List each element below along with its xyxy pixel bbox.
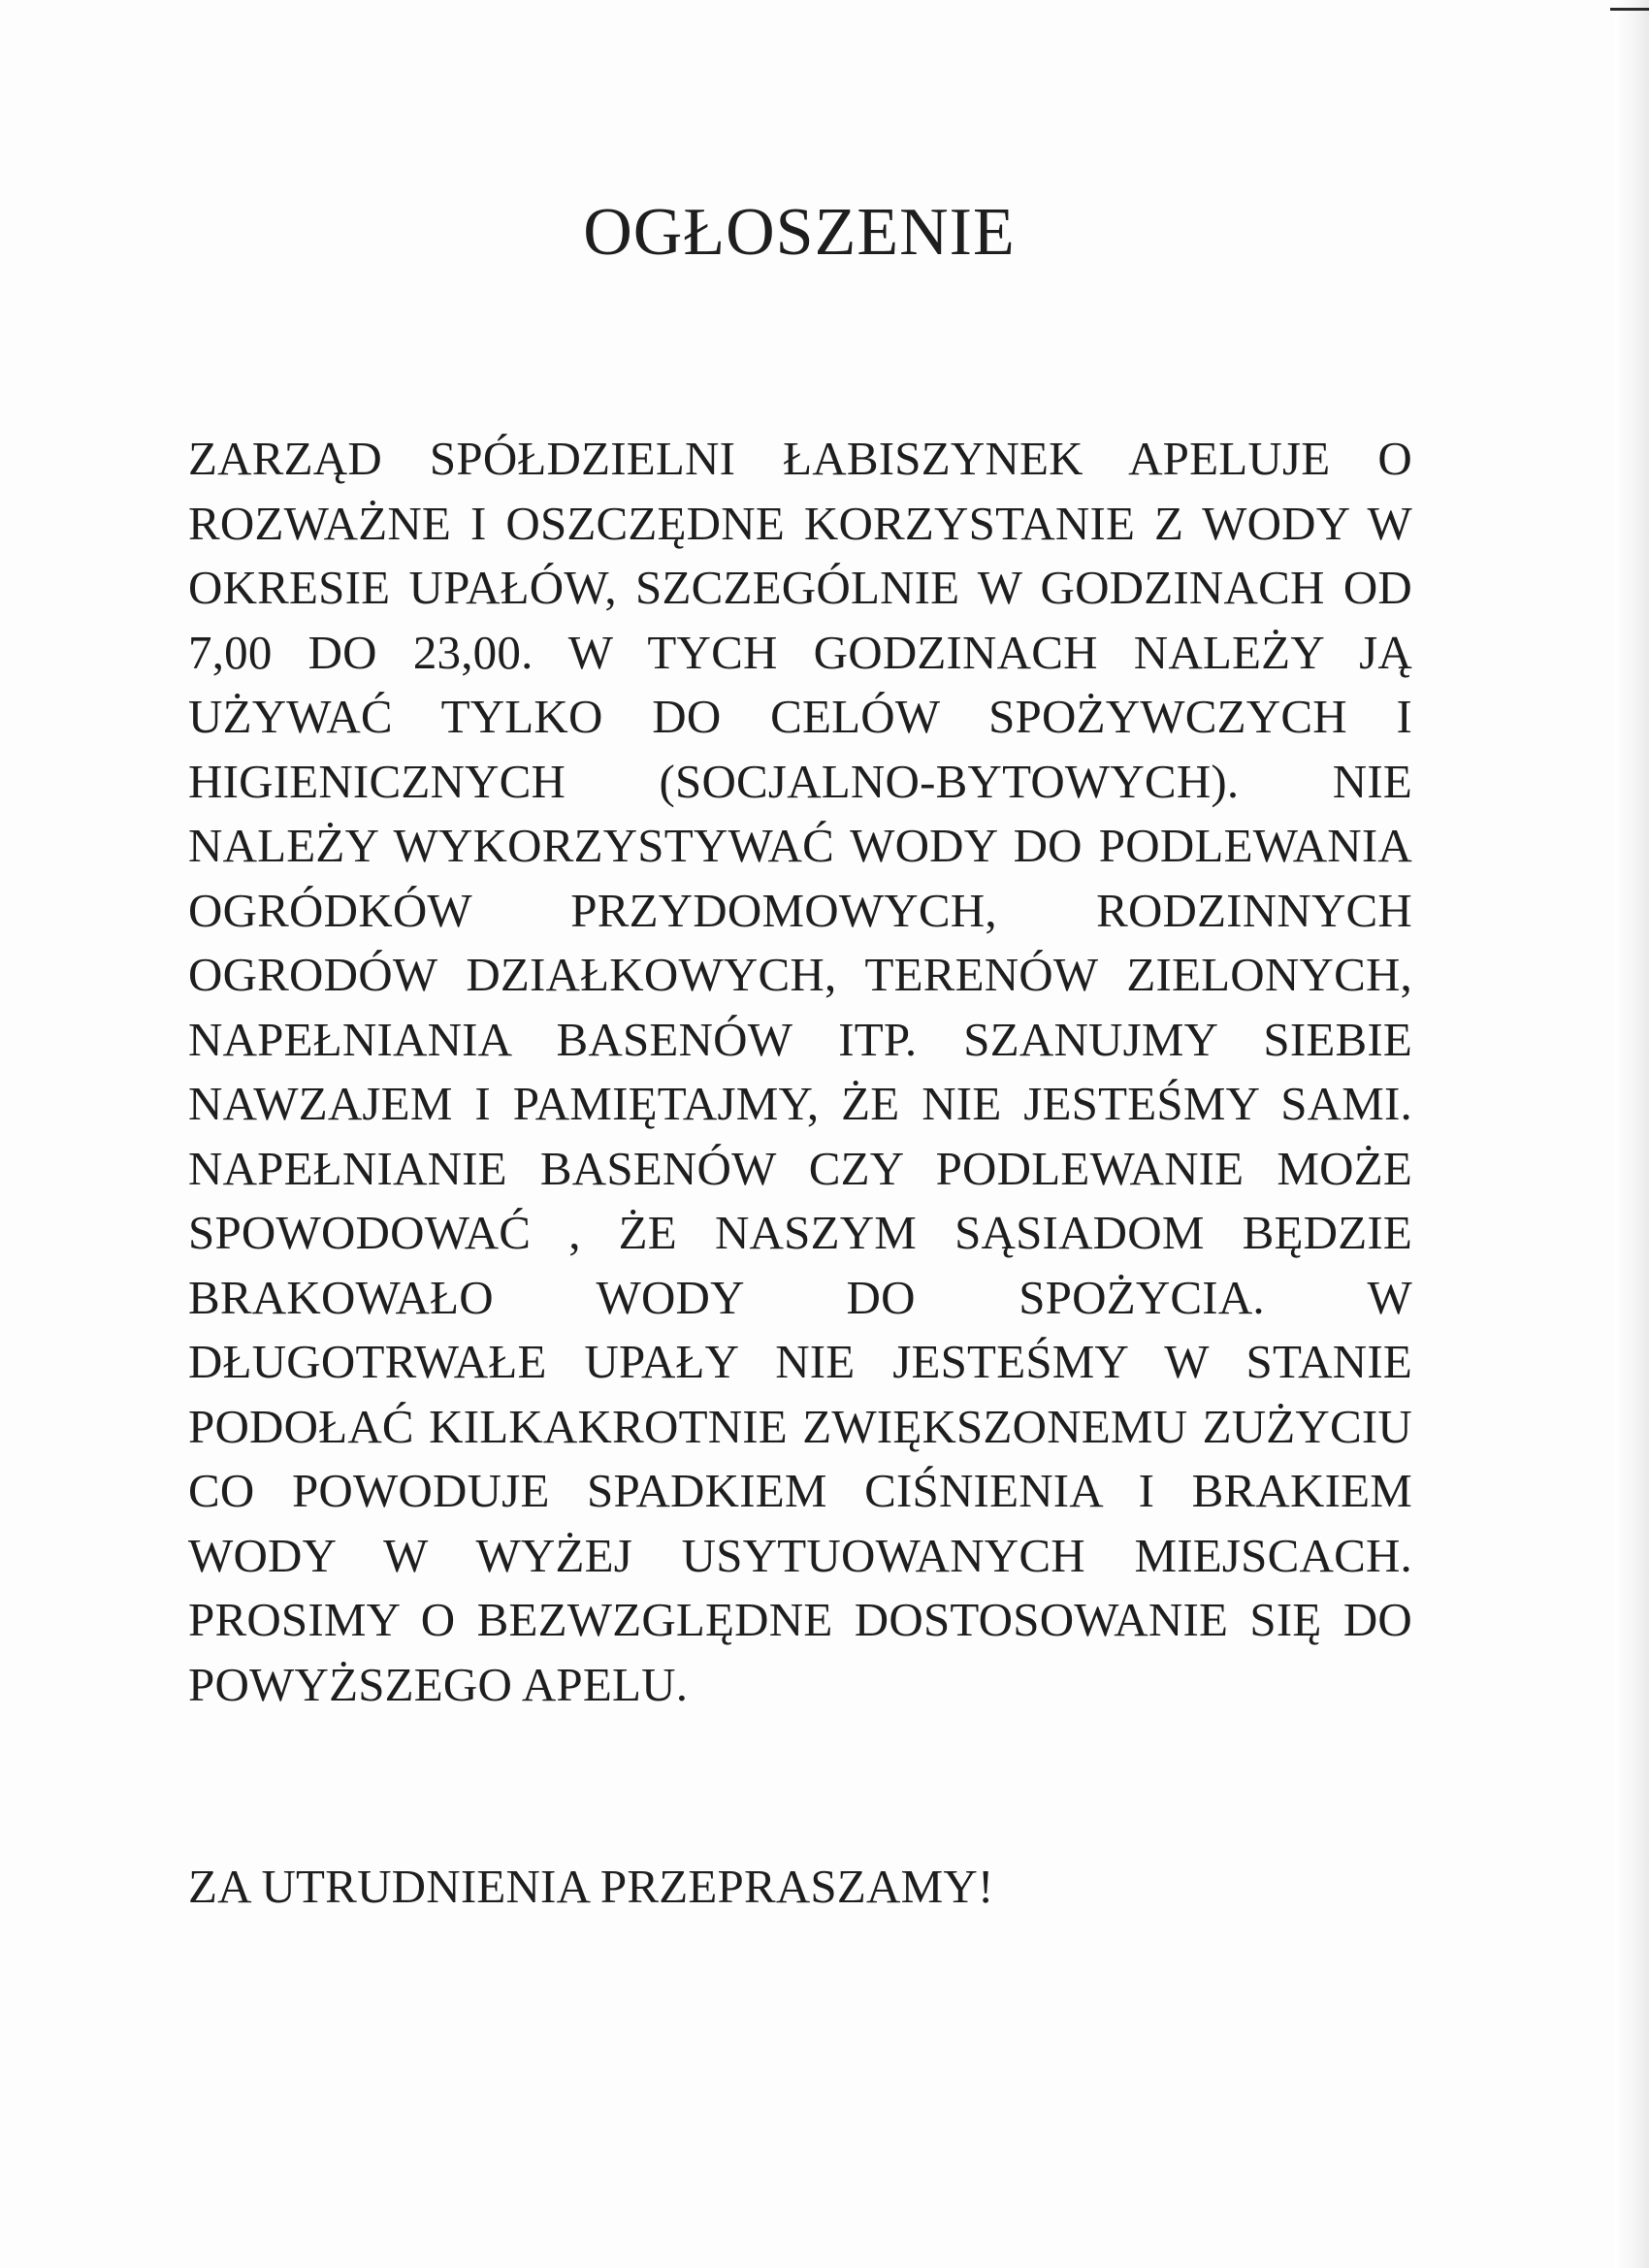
- scan-edge: [1614, 0, 1649, 2268]
- closing-line: ZA UTRUDNIENIA PRZEPRASZAMY!: [188, 1860, 994, 1913]
- announcement-body: ZARZĄD SPÓŁDZIELNI ŁABISZYNEK APELUJE O ROZWAŻNE I OSZCZĘDNE KORZYSTANIE Z WODY W OKRESIE UPAŁÓW, SZCZEGÓLNIE W GODZINACH OD 7,00 DO 23,00. W TYCH GODZINACH NALEŻY JĄ UŻYWAĆ TYLKO DO CELÓW SPOŻYWCZYCH I HIGIENICZNYCH (SOCJALNO-BYTOWYCH). NIE NALEŻY WYKORZYSTYWAĆ WODY DO PODLEWANIA OGRÓDKÓW PRZYDOMOWYCH, RODZINNYCH OGRODÓW DZIAŁKOWYCH, TERENÓW ZIELONYCH, NAPEŁNIANIA BASENÓW ITP. SZANUJMY SIEBIE NAWZAJEM I PAMIĘTAJMY, ŻE NIE JESTEŚMY SAMI. NAPEŁNIANIE BASENÓW CZY PODLEWANIE MOŻE SPOWODOWAĆ , ŻE NASZYM SĄSIADOM BĘDZIE BRAKOWAŁO WODY DO SPOŻYCIA. W DŁUGOTRWAŁE UPAŁY NIE JESTEŚMY W STANIE PODOŁAĆ KILKAKROTNIE ZWIĘKSZONEMU ZUŻYCIU CO POWODUJE SPADKIEM CIŚNIENIA I BRAKIEM WODY W WYŻEJ USYTUOWANYCH MIEJSCACH. PROSIMY O BEZWZGLĘDNE DOSTOSOWANIE SIĘ DO POWYŻSZEGO APELU.: [188, 432, 1412, 1711]
- scan-edge-mark: [1610, 8, 1649, 11]
- document-title: OGŁOSZENIE: [583, 195, 1016, 270]
